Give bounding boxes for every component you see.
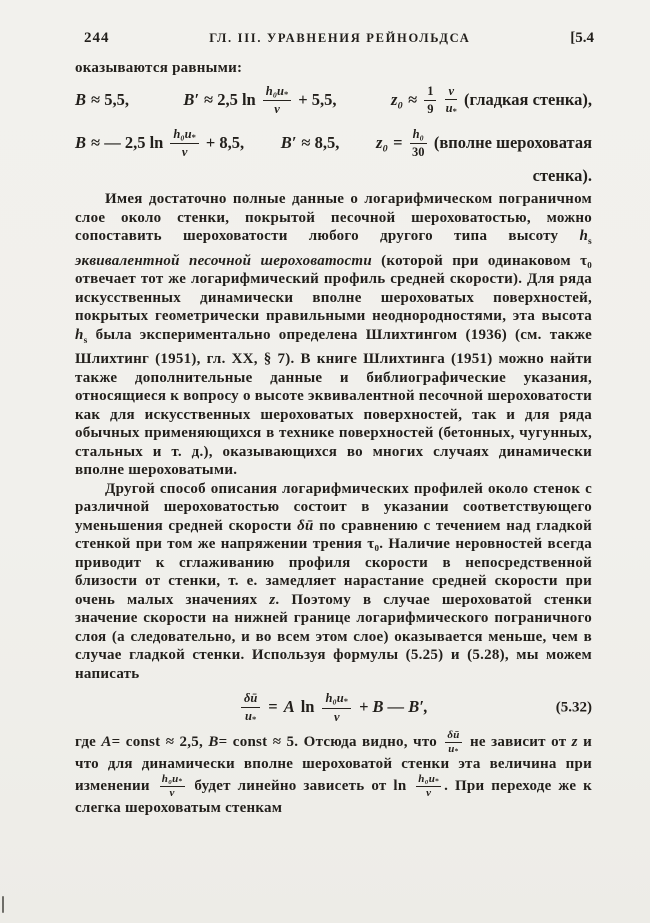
section-ref: [5.4 [570, 30, 594, 46]
fraction-deltau-ustar [445, 730, 461, 755]
fraction-denominator [334, 709, 340, 724]
eq-text: ≈ — 2,5 ln [91, 132, 164, 152]
intro-line: оказываются равными: [75, 60, 243, 76]
var-z: z [571, 733, 578, 750]
var-u: u [245, 708, 252, 723]
subscript-star: * [191, 131, 196, 142]
equation-smooth-wall [75, 80, 592, 121]
subscript-star: * [178, 776, 183, 785]
paragraph-text: будет линейно зависеть от ln [187, 777, 414, 794]
fraction-denominator [446, 100, 457, 116]
fraction-denominator: 9 [427, 101, 434, 116]
subscript-star: * [435, 776, 440, 785]
fraction-numerator [445, 730, 461, 743]
term-B [75, 128, 244, 159]
paragraph-text: (которой при одинаковом τ₀ отвечает тот же логарифмический профиль средней скорости). Для ряда искусственных динамически вполне шероховатых поверхностей, покрытых геометрически правильными неоднородностями, эта высота [75, 252, 592, 324]
paragraph-text: Имея достаточно полные данные о логарифмическом пограничном слое около стенки, покрытой песочной шероховатостью, можно сопоставить шероховатости любого другого типа высоту [75, 191, 592, 244]
page-content [0, 47, 650, 817]
var-h0u: h₀u [325, 691, 344, 705]
eq-text: = [393, 132, 403, 152]
fraction-numerator [241, 692, 260, 708]
eq-text: + 8,5, [205, 132, 245, 152]
var-h0u: h₀u [161, 772, 179, 785]
equation-number: (5.32) [555, 698, 592, 715]
var-hs: h [75, 326, 84, 343]
paragraph-text: . При переходе же к слегка шероховатым стенкам [75, 777, 593, 816]
var-nu: ν [448, 83, 455, 98]
var-z: z [269, 591, 276, 608]
var-h0: h₀ [412, 127, 424, 141]
var-u: u [445, 101, 453, 115]
eq-note-continuation: стенка). [532, 165, 592, 185]
fraction-denominator: 30 [411, 144, 425, 159]
term-z0 [391, 85, 592, 116]
fraction-denominator [274, 101, 280, 116]
fraction-nu-ustar [445, 85, 457, 116]
subscript-s: s [83, 335, 88, 346]
eq-note: (вполне шероховатая [433, 132, 592, 152]
eq-text: = [268, 697, 278, 717]
eq-text: ≈ [408, 89, 418, 109]
var-B-prime: B′ [280, 132, 297, 152]
var-delta-u: δū [243, 691, 258, 705]
fraction-denominator [426, 787, 431, 799]
term-B [75, 91, 129, 110]
var-delta-u: δū [297, 517, 314, 534]
paragraph-sand-roughness [75, 190, 592, 480]
paragraph-text: не зависит от [464, 733, 572, 750]
scan-edge-artifact [2, 896, 4, 913]
var-nu: ν [181, 145, 188, 159]
fraction-denominator [245, 708, 256, 724]
fraction-h0u-nu [170, 128, 199, 159]
eq-text: ≈ 2,5 ln [204, 89, 256, 109]
var-z0: z₀ [375, 132, 389, 152]
paragraph-text: Другой способ описания логарифмических профилей около стенок с различной шероховатостью состоит в указании соответствующего уменьшения средней скорости [75, 480, 592, 534]
var-B: B [208, 733, 219, 750]
paragraph-text: = const ≈ 2,5, [111, 733, 209, 750]
var-nu: ν [333, 709, 340, 724]
running-head [0, 0, 650, 47]
term-z0 [376, 128, 592, 158]
var-hs: h [579, 228, 589, 244]
fraction-denominator [170, 787, 175, 799]
fraction-h0u-nu [263, 85, 292, 116]
subscript-star: * [454, 746, 459, 756]
eq-text: ≈ 5,5, [91, 89, 129, 109]
equation-rough-wall [75, 123, 592, 164]
fraction-numerator: 1 [424, 85, 436, 101]
eq-note: (гладкая стенка), [464, 89, 592, 109]
paragraph-text: . Поэтому в случае шероховатой стенки значение скорости на нижней границе логарифмического пограничного слоя (а следовательно, и во всем этом слое) оказывается меньше, чем в случае гладкой стенки. Используя формулы (5.25) и (5.28), мы можем написать [75, 591, 593, 682]
eq-text: ≈ 8,5, [301, 132, 340, 152]
subscript-star: * [452, 106, 457, 116]
var-A: A [101, 733, 112, 750]
var-nu: ν [274, 102, 280, 116]
equation-5-32 [75, 692, 592, 723]
paragraph-velocity-reduction [75, 480, 592, 684]
fraction-one-ninth [424, 85, 436, 115]
fraction-h0u-nu [416, 774, 441, 799]
eq-rhs: + B — B′, [359, 697, 429, 717]
paragraph-text: и что для динамически вполне шероховатой стенки эта величина при изменении [75, 733, 592, 794]
subscript-s: s [588, 237, 592, 247]
var-u: u [448, 743, 455, 755]
var-z0: z₀ [390, 89, 404, 109]
fraction-numerator [160, 774, 185, 787]
var-A: A [283, 697, 295, 717]
paragraph-text: по сравнению с течением над гладкой стенкой при том же напряжении трения τ₀. Наличие неровностей всегда приводит к сглаживанию профиля скорости в непосредственной близости от стенки, т. е. замедляет нарастание средней скорости при очень малых значениях [75, 517, 592, 608]
term-B-prime [183, 85, 336, 116]
var-B: B [75, 89, 87, 109]
chapter-title: ГЛ. III. УРАВНЕНИЯ РЕЙНОЛЬДСА [209, 31, 471, 45]
fraction-numerator [445, 85, 457, 101]
subscript-star: * [251, 713, 257, 724]
fraction-numerator [416, 774, 441, 787]
fraction-h0-30 [410, 128, 427, 158]
subscript-star: * [284, 88, 289, 99]
fraction-denominator [182, 144, 188, 159]
var-delta-u: δū [447, 729, 460, 741]
fraction-h0u-nu [160, 774, 185, 799]
eq-text: + 5,5, [298, 89, 337, 109]
fraction-numerator [263, 85, 292, 102]
var-B: B [75, 132, 87, 152]
subscript-star: * [343, 696, 348, 706]
term-B-prime [281, 134, 340, 153]
paragraph-text: была экспериментально определена Шлихтингом (1936) (см. также Шлихтинг (1951), гл. XX, § 7). В книге Шлихтинга (1951) можно найти также дополнительные данные и библиографические указания, относящиеся к вопросу о высоте эквивалентной песочной шероховатости как для искусственных шероховатых поверхностей, так и для ряда обычных применяющихся в технике поверхностей (бетонных, чугунных, стальных и т. д.), оказывающихся во многих случаях динамически вполне шероховатыми. [75, 326, 592, 478]
fraction-numerator [410, 128, 427, 144]
fraction-numerator [170, 128, 199, 145]
var-nu: ν [426, 786, 432, 799]
page-number: 244 [84, 30, 110, 46]
eq-text: ln [300, 697, 315, 717]
emphasized-text: эквивалентной песочной шероховатости [75, 252, 382, 269]
var-nu: ν [169, 786, 175, 799]
var-h0u: h₀u [173, 126, 192, 141]
fraction-deltau-ustar [241, 692, 260, 723]
paragraph-text: где [75, 733, 102, 750]
paragraph-text: = const ≈ 5. Отсюда видно, что [218, 733, 443, 750]
fraction-numerator [322, 692, 351, 709]
fraction-h0u-nu [322, 692, 351, 723]
fraction-denominator [448, 743, 458, 755]
paragraph-constants [75, 730, 592, 817]
var-B-prime: B′ [183, 89, 200, 109]
var-h0u: h₀u [265, 83, 285, 98]
var-h0u: h₀u [418, 772, 436, 785]
